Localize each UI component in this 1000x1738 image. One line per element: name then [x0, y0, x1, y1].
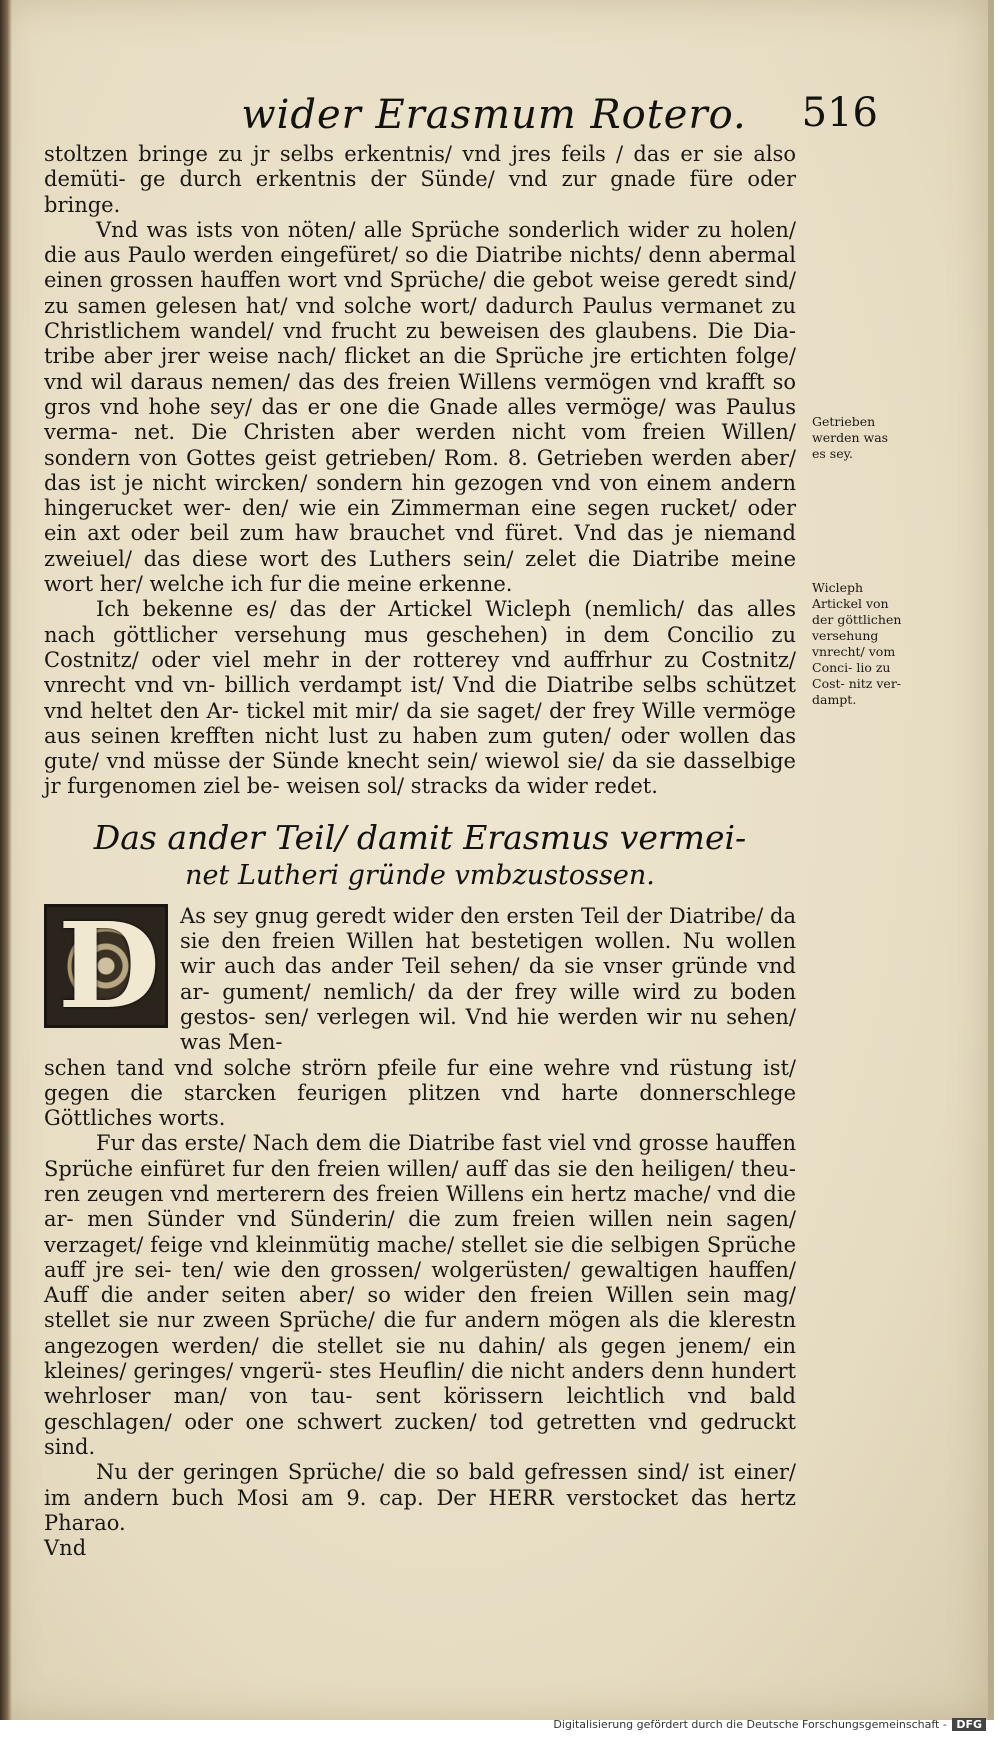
main-text-column: [44, 142, 796, 1561]
section-heading-line1: Das ander Teil/ damit Erasmus vermei-: [93, 817, 747, 857]
catchword: Vnd: [44, 1536, 87, 1561]
folio-number: 516: [801, 90, 878, 136]
section-heading-line2: net Lutheri gründe vmbzustossen.: [185, 859, 655, 891]
drop-cap-letter: D: [57, 895, 161, 1035]
paragraph-wicleph: Ich bekenne es/ das der Artickel Wicleph (nemlich/ das alles nach göttlicher versehung mus geschehen) in dem Concilio zu Costnitz/ oder viel mehr in der rotterey vnd auffrhur zu Costnitz/ vnrecht vnd vn- billich verdampt ist/ Vnd die Diatribe selbs schützet vnd heltet den Ar- tickel mit mir/ da sie saget/ der frey Wille vermöge aus seinen krefften nicht lust zu haben zum guten/ oder wollen das gute/ vnd müsse der Sünde knecht sein/ wiewol sie/ da sie dasselbige jr furgenomen ziel be- weisen sol/ stracks da wider redet.: [44, 597, 796, 799]
running-title: wider Erasmum Rotero.: [241, 92, 747, 138]
section-heading: [44, 817, 796, 894]
decorated-initial-d: [44, 895, 168, 1035]
digitization-credit: [553, 1718, 986, 1731]
margin-note-getrieben: Getrieben werden was es sey.: [812, 414, 889, 461]
dfg-logo-icon: DFG: [952, 1718, 986, 1731]
paragraph-continuation: stoltzen bringe zu jr selbs erkentnis/ vnd jres feils / das er sie also demüti- ge durch erkentnis der Sünde/ vnd zur gnade füre oder bringe.: [44, 142, 796, 217]
book-binding-edge: [0, 0, 12, 1720]
paragraph-nu-der-geringen: Nu der geringen Sprüche/ die so bald gefressen sind/ ist einer/ im andern buch Mosi am 9. cap. Der HERR verstocket das hertz Pharao.: [44, 1460, 796, 1535]
margin-note-wicleph: Wicleph Artickel von der göttlichen versehung vnrecht/ vom Conci- lio zu Cost- nitz ver- dampt.: [812, 580, 902, 707]
credit-text: Digitalisierung gefördert durch die Deutsche Forschungsgemeinschaft -: [553, 1718, 947, 1731]
chapter-opening: [44, 895, 796, 1132]
chapter-continuation: schen tand vnd solche strörn pfeile fur eine wehre vnd rüstung ist/ gegen die starcken feurigen plitzen vnd harte donnerschlege Göttliches worts.: [44, 1055, 796, 1131]
paragraph-sprueche: Vnd was ists von nöten/ alle Sprüche sonderlich wider zu holen/ die aus Paulo werden eingefüret/ so die Diatribe nichts/ denn abermal einen grossen hauffen wort vnd Sprüche/ die gebot weise geredt sind/ zu samen gelesen hat/ vnd solche wort/ dadurch Paulus vermanet zu Christlichem wandel/ vnd frucht zu beweisen des glaubens. Die Dia- tribe aber jrer weise nach/ flicket an die Sprüche jre ertichten folge/ vnd wil daraus nemen/ das des freien Willens vermögen vnd krafft so gros vnd hohe sey/ das er one die Gnade alles vermöge/ was Paulus verma- net. Die Christen aber werden nicht vom freien Willen/ sondern von Gottes geist getrieben/ Rom. 8. Getrieben werden aber/ das ist je nicht wircken/ sondern hin gezogen vnd von einem andern hingerucket wer- den/ wie ein Zimmerman eine segen rucket/ oder ein axt oder beil zum haw brauchet vnd füret. Vnd das je niemand zweiuel/ das diese wort des Luthers sein/ zelet die Diatribe meine wort her/ welche ich fur die meine erkenne.: [44, 217, 796, 597]
chapter-first-lines: As sey gnug geredt wider den ersten Teil der Diatribe/ da sie den freien Willen hat bestetigen wollen. Nu wollen wir auch das ander Teil sehen/ da sie vnser gründe vnd ar- gument/ nemlich/ da der frey wille wird zu boden gestos- sen/ verlegen wil. Vnd hie werden wir nu sehen/ was Men-: [180, 903, 796, 1055]
paragraph-fur-das-erste: Fur das erste/ Nach dem die Diatribe fast viel vnd grosse hauffen Sprüche einfüret fur den freien willen/ auff das sie den heiligen/ theu- ren zeugen vnd merterern des freien Willens ein hertz mache/ vnd die ar- men Sünder vnd Sünderin/ die zum freien willen nein sagen/ verzaget/ feige vnd kleinmütig mache/ stellet sie die selbigen Sprüche auff jre sei- ten/ wie den grossen/ wolgerüsten/ gewaltigen hauffen/ Auff die ander seiten aber/ so wider den freien Willen sein mag/ stellet sie nur zween Sprüche/ die fur andern mögen als die klerestn angezogen werden/ die stellet sie nu dahin/ als gegen jenem/ ein kleines/ geringes/ vngerü- stes Heuflin/ die nicht anders denn hundert wehrloser man/ von tau- sent körissern leichtlich vnd bald geschlagen/ oder one schwert zucken/ tod getretten vnd gedruckt sind.: [44, 1131, 796, 1459]
